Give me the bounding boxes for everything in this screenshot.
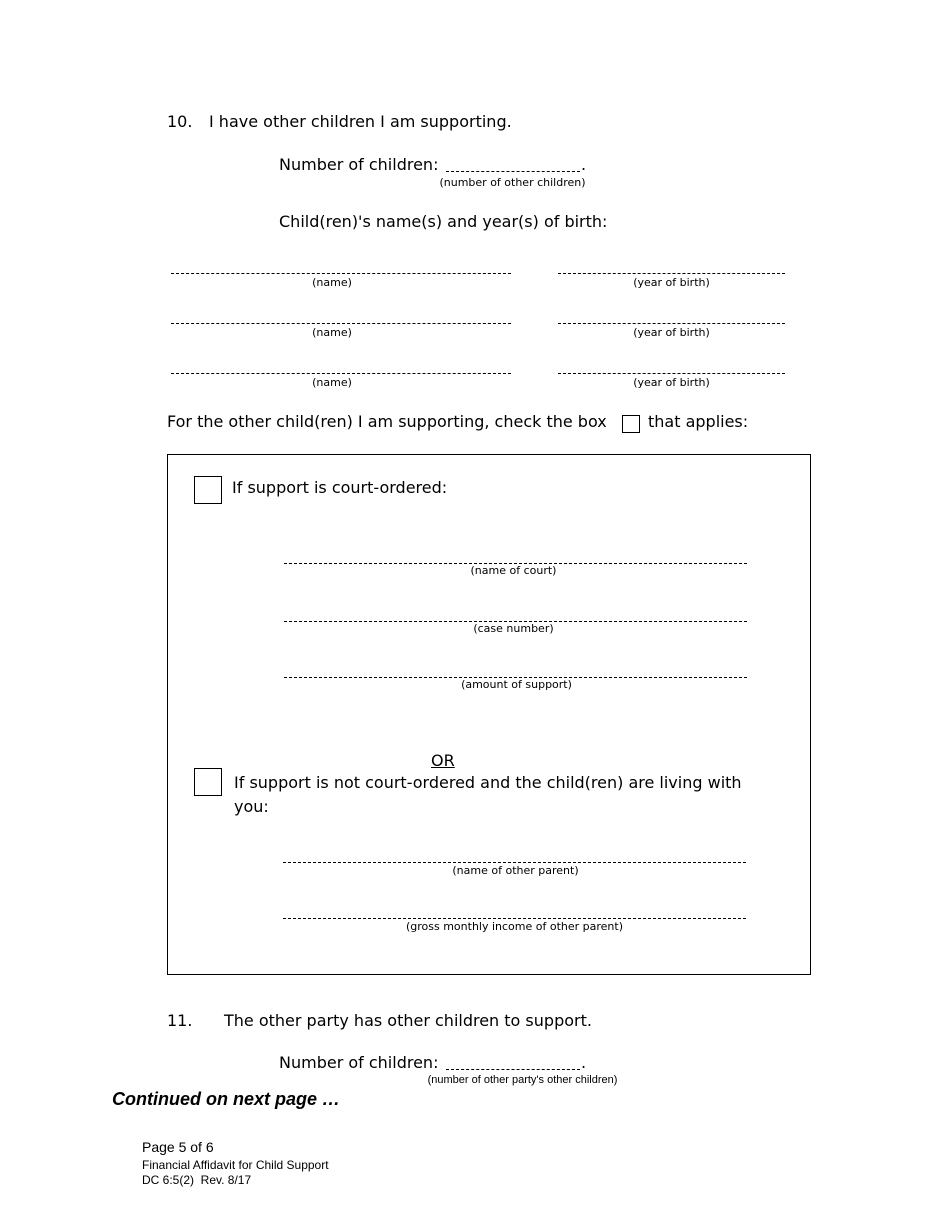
child-name-field-2[interactable] — [171, 323, 511, 324]
not-court-ordered-label-line2: you: — [234, 797, 269, 816]
court-ordered-label: If support is court-ordered: — [232, 478, 448, 497]
child-year-caption-3: (year of birth) — [633, 376, 710, 389]
continued-notice: Continued on next page … — [112, 1089, 340, 1109]
other-party-children-count-label: Number of children: — [279, 1053, 439, 1072]
children-count-field[interactable] — [446, 171, 580, 172]
other-parent-income-caption: (gross monthly income of other parent) — [405, 920, 624, 933]
court-ordered-checkbox[interactable] — [194, 476, 222, 504]
other-parent-income-field[interactable] — [283, 918, 746, 919]
section-11-statement: The other party has other children to support. — [224, 1011, 592, 1030]
footer-form-title: Financial Affidavit for Child Support — [142, 1158, 329, 1172]
child-year-caption-1: (year of birth) — [633, 276, 710, 289]
child-year-field-3[interactable] — [558, 373, 785, 374]
child-year-caption-2: (year of birth) — [633, 326, 710, 339]
child-year-field-1[interactable] — [558, 273, 785, 274]
children-count-period: . — [581, 155, 587, 174]
not-court-ordered-label-line1: If support is not court-ordered and the child(ren) are living with — [234, 773, 742, 792]
child-name-caption-1: (name) — [312, 276, 352, 289]
other-parent-name-caption: (name of other parent) — [452, 864, 579, 877]
other-party-children-count-period: . — [581, 1053, 587, 1072]
footer-page-number: Page 5 of 6 — [142, 1139, 214, 1155]
support-amount-caption: (amount of support) — [461, 678, 572, 691]
case-number-caption: (case number) — [473, 622, 554, 635]
check-prompt-text: For the other child(ren) I am supporting, check the box — [167, 412, 607, 431]
child-name-caption-3: (name) — [312, 376, 352, 389]
section-10-statement: I have other children I am supporting. — [209, 112, 512, 131]
sample-checkbox-icon — [622, 415, 640, 433]
child-year-field-2[interactable] — [558, 323, 785, 324]
children-count-label: Number of children: — [279, 155, 439, 174]
child-name-field-3[interactable] — [171, 373, 511, 374]
children-count-caption: (number of other children) — [439, 176, 586, 189]
children-names-label: Child(ren)'s name(s) and year(s) of birth: — [279, 212, 608, 231]
other-parent-name-field[interactable] — [283, 862, 746, 863]
section-11-number: 11. — [167, 1011, 193, 1030]
court-name-caption: (name of court) — [470, 564, 557, 577]
not-court-ordered-checkbox[interactable] — [194, 768, 222, 796]
support-options-box — [167, 454, 811, 975]
child-name-caption-2: (name) — [312, 326, 352, 339]
footer-form-code: DC 6:5(2) Rev. 8/17 — [142, 1173, 252, 1187]
section-10-number: 10. — [167, 112, 193, 131]
child-name-field-1[interactable] — [171, 273, 511, 274]
or-divider: OR — [431, 751, 455, 770]
other-party-children-count-caption: (number of other party's other children) — [427, 1074, 618, 1086]
other-party-children-count-field[interactable] — [446, 1069, 580, 1070]
check-prompt-suffix: that applies: — [648, 412, 749, 431]
